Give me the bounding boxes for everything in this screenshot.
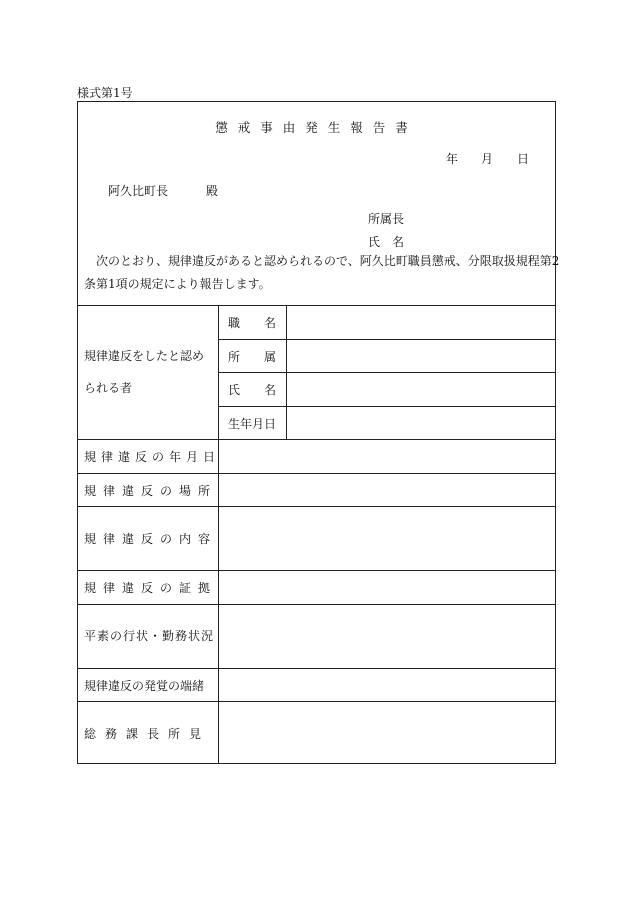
body-text-line1: 次のとおり、規律違反があると認められるので、阿久比町職員懲戒、分限取扱規程第2 — [96, 254, 560, 268]
body-text-line2: 条第1項の規定により報告します。 — [84, 277, 271, 291]
addressee-name: 阿久比町長 — [108, 184, 169, 198]
field-birthdate: 生 年 月 日 — [228, 417, 277, 431]
addressee-honorific: 殿 — [206, 184, 219, 198]
row-label-evidence: 規律違反の証拠 — [84, 581, 218, 595]
form-title: 懲戒事由発生報告書 — [215, 120, 418, 135]
field-title: 職 名 — [228, 316, 276, 330]
sender-dept-head: 所属長 — [368, 212, 405, 226]
date-day-label: 日 — [517, 152, 530, 166]
field-name: 氏 名 — [228, 383, 276, 397]
date-year-label: 年 — [446, 152, 459, 166]
row-label-discovery: 規律違反の発覚の端緒 — [84, 679, 205, 693]
date-month-label: 月 — [481, 152, 494, 166]
person-header-line2: られる者 — [84, 381, 133, 395]
row-label-content: 規律違反の内容 — [84, 532, 218, 546]
row-label-place: 規律違反の場所 — [84, 484, 218, 498]
person-header-line1: 規律違反をしたと認め — [84, 349, 205, 363]
row-label-date: 規律違反の年月日 — [84, 450, 221, 464]
report-form — [77, 101, 560, 764]
form-number: 様式第1号 — [77, 86, 133, 100]
sender-name-label: 氏 名 — [368, 235, 405, 249]
field-dept: 所 属 — [228, 350, 276, 364]
row-label-conduct: 平素の行状・勤務状況 — [84, 629, 215, 643]
row-label-opinion: 総務課長所見 — [84, 727, 211, 741]
